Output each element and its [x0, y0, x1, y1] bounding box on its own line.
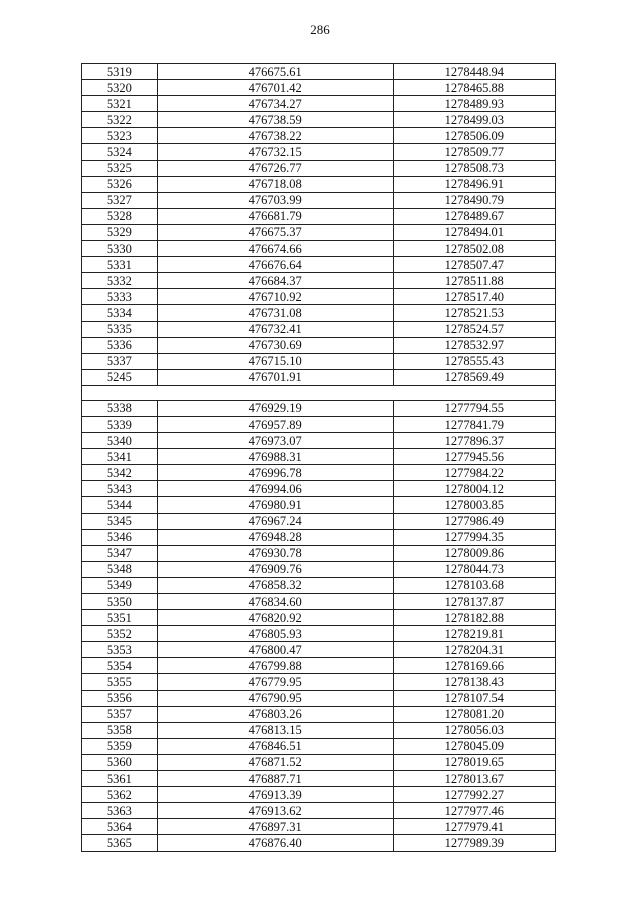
- x-coordinate-cell: 476909.76: [157, 561, 393, 577]
- coordinates-table-body: [82, 64, 556, 852]
- table-row: [82, 577, 556, 593]
- y-coordinate-cell: 1278219.81: [393, 626, 555, 642]
- x-coordinate-cell: 476675.37: [157, 224, 393, 240]
- x-coordinate-cell: 476803.26: [157, 706, 393, 722]
- y-coordinate-cell: 1277979.41: [393, 819, 555, 835]
- y-coordinate-cell: 1278502.08: [393, 241, 555, 257]
- y-coordinate-cell: 1277989.39: [393, 835, 555, 851]
- y-coordinate-cell: 1278003.85: [393, 497, 555, 513]
- x-coordinate-cell: 476858.32: [157, 577, 393, 593]
- point-number-cell: 5361: [82, 771, 158, 787]
- table-row: [82, 416, 556, 432]
- y-coordinate-cell: 1278081.20: [393, 706, 555, 722]
- point-number-cell: 5330: [82, 241, 158, 257]
- table-row: [82, 545, 556, 561]
- table-row: [82, 529, 556, 545]
- table-row: [82, 835, 556, 851]
- point-number-cell: 5324: [82, 144, 158, 160]
- x-coordinate-cell: 476732.41: [157, 321, 393, 337]
- point-number-cell: 5326: [82, 176, 158, 192]
- point-number-cell: 5322: [82, 112, 158, 128]
- table-row: [82, 369, 556, 385]
- table-row: [82, 722, 556, 738]
- point-number-cell: 5356: [82, 690, 158, 706]
- point-number-cell: 5344: [82, 497, 158, 513]
- point-number-cell: 5360: [82, 754, 158, 770]
- point-number-cell: 5363: [82, 803, 158, 819]
- x-coordinate-cell: 476913.62: [157, 803, 393, 819]
- y-coordinate-cell: 1278137.87: [393, 594, 555, 610]
- table-row: [82, 192, 556, 208]
- table-row: [82, 706, 556, 722]
- y-coordinate-cell: 1277945.56: [393, 449, 555, 465]
- table-row: [82, 819, 556, 835]
- x-coordinate-cell: 476732.15: [157, 144, 393, 160]
- point-number-cell: 5336: [82, 337, 158, 353]
- y-coordinate-cell: 1278489.93: [393, 96, 555, 112]
- table-row: [82, 561, 556, 577]
- y-coordinate-cell: 1278448.94: [393, 64, 555, 80]
- table-row: [82, 481, 556, 497]
- table-row: [82, 674, 556, 690]
- table-row: [82, 771, 556, 787]
- y-coordinate-cell: 1278555.43: [393, 353, 555, 369]
- table-row: [82, 160, 556, 176]
- table-row: [82, 144, 556, 160]
- y-coordinate-cell: 1278056.03: [393, 722, 555, 738]
- table-row: [82, 594, 556, 610]
- x-coordinate-cell: 476710.92: [157, 289, 393, 305]
- x-coordinate-cell: 476726.77: [157, 160, 393, 176]
- y-coordinate-cell: 1278532.97: [393, 337, 555, 353]
- x-coordinate-cell: 476738.22: [157, 128, 393, 144]
- table-row: [82, 353, 556, 369]
- table-row: [82, 241, 556, 257]
- x-coordinate-cell: 476813.15: [157, 722, 393, 738]
- point-number-cell: 5328: [82, 208, 158, 224]
- y-coordinate-cell: 1278506.09: [393, 128, 555, 144]
- y-coordinate-cell: 1278524.57: [393, 321, 555, 337]
- point-number-cell: 5359: [82, 738, 158, 754]
- point-number-cell: 5342: [82, 465, 158, 481]
- block-separator-row: [82, 385, 556, 400]
- table-row: [82, 257, 556, 273]
- y-coordinate-cell: 1278507.47: [393, 257, 555, 273]
- y-coordinate-cell: 1278182.88: [393, 610, 555, 626]
- x-coordinate-cell: 476800.47: [157, 642, 393, 658]
- x-coordinate-cell: 476674.66: [157, 241, 393, 257]
- table-row: [82, 337, 556, 353]
- x-coordinate-cell: 476701.91: [157, 369, 393, 385]
- point-number-cell: 5332: [82, 273, 158, 289]
- y-coordinate-cell: 1278009.86: [393, 545, 555, 561]
- x-coordinate-cell: 476703.99: [157, 192, 393, 208]
- x-coordinate-cell: 476805.93: [157, 626, 393, 642]
- x-coordinate-cell: 476876.40: [157, 835, 393, 851]
- x-coordinate-cell: 476930.78: [157, 545, 393, 561]
- x-coordinate-cell: 476871.52: [157, 754, 393, 770]
- y-coordinate-cell: 1277992.27: [393, 787, 555, 803]
- y-coordinate-cell: 1278204.31: [393, 642, 555, 658]
- point-number-cell: 5349: [82, 577, 158, 593]
- x-coordinate-cell: 476887.71: [157, 771, 393, 787]
- x-coordinate-cell: 476834.60: [157, 594, 393, 610]
- x-coordinate-cell: 476738.59: [157, 112, 393, 128]
- y-coordinate-cell: 1278511.88: [393, 273, 555, 289]
- table-row: [82, 305, 556, 321]
- x-coordinate-cell: 476731.08: [157, 305, 393, 321]
- point-number-cell: 5327: [82, 192, 158, 208]
- point-number-cell: 5333: [82, 289, 158, 305]
- point-number-cell: 5346: [82, 529, 158, 545]
- table-row: [82, 497, 556, 513]
- y-coordinate-cell: 1278499.03: [393, 112, 555, 128]
- y-coordinate-cell: 1278489.67: [393, 208, 555, 224]
- x-coordinate-cell: 476734.27: [157, 96, 393, 112]
- table-row: [82, 321, 556, 337]
- x-coordinate-cell: 476988.31: [157, 449, 393, 465]
- point-number-cell: 5337: [82, 353, 158, 369]
- point-number-cell: 5357: [82, 706, 158, 722]
- y-coordinate-cell: 1278013.67: [393, 771, 555, 787]
- y-coordinate-cell: 1277994.35: [393, 529, 555, 545]
- table-row: [82, 433, 556, 449]
- point-number-cell: 5335: [82, 321, 158, 337]
- point-number-cell: 5325: [82, 160, 158, 176]
- point-number-cell: 5358: [82, 722, 158, 738]
- y-coordinate-cell: 1277977.46: [393, 803, 555, 819]
- y-coordinate-cell: 1277984.22: [393, 465, 555, 481]
- y-coordinate-cell: 1278465.88: [393, 80, 555, 96]
- x-coordinate-cell: 476913.39: [157, 787, 393, 803]
- y-coordinate-cell: 1278103.68: [393, 577, 555, 593]
- point-number-cell: 5339: [82, 416, 158, 432]
- x-coordinate-cell: 476730.69: [157, 337, 393, 353]
- x-coordinate-cell: 476820.92: [157, 610, 393, 626]
- table-row: [82, 80, 556, 96]
- table-row: [82, 803, 556, 819]
- point-number-cell: 5347: [82, 545, 158, 561]
- x-coordinate-cell: 476701.42: [157, 80, 393, 96]
- x-coordinate-cell: 476980.91: [157, 497, 393, 513]
- y-coordinate-cell: 1278107.54: [393, 690, 555, 706]
- point-number-cell: 5343: [82, 481, 158, 497]
- table-row: [82, 400, 556, 416]
- point-number-cell: 5331: [82, 257, 158, 273]
- table-row: [82, 738, 556, 754]
- x-coordinate-cell: 476715.10: [157, 353, 393, 369]
- page-number: 286: [310, 22, 330, 37]
- x-coordinate-cell: 476973.07: [157, 433, 393, 449]
- point-number-cell: 5354: [82, 658, 158, 674]
- point-number-cell: 5365: [82, 835, 158, 851]
- table-row: [82, 658, 556, 674]
- x-coordinate-cell: 476675.61: [157, 64, 393, 80]
- point-number-cell: 5321: [82, 96, 158, 112]
- y-coordinate-cell: 1278517.40: [393, 289, 555, 305]
- table-row: [82, 610, 556, 626]
- x-coordinate-cell: 476929.19: [157, 400, 393, 416]
- table-row: [82, 690, 556, 706]
- table-row: [82, 208, 556, 224]
- block-separator-cell: [82, 385, 556, 400]
- point-number-cell: 5350: [82, 594, 158, 610]
- y-coordinate-cell: 1278521.53: [393, 305, 555, 321]
- table-row: [82, 64, 556, 80]
- point-number-cell: 5340: [82, 433, 158, 449]
- point-number-cell: 5341: [82, 449, 158, 465]
- x-coordinate-cell: 476846.51: [157, 738, 393, 754]
- y-coordinate-cell: 1278004.12: [393, 481, 555, 497]
- point-number-cell: 5319: [82, 64, 158, 80]
- y-coordinate-cell: 1278509.77: [393, 144, 555, 160]
- point-number-cell: 5355: [82, 674, 158, 690]
- point-number-cell: 5320: [82, 80, 158, 96]
- point-number-cell: 5348: [82, 561, 158, 577]
- y-coordinate-cell: 1278138.43: [393, 674, 555, 690]
- x-coordinate-cell: 476996.78: [157, 465, 393, 481]
- table-row: [82, 176, 556, 192]
- x-coordinate-cell: 476948.28: [157, 529, 393, 545]
- x-coordinate-cell: 476994.06: [157, 481, 393, 497]
- y-coordinate-cell: 1278494.01: [393, 224, 555, 240]
- y-coordinate-cell: 1278569.49: [393, 369, 555, 385]
- point-number-cell: 5329: [82, 224, 158, 240]
- table-row: [82, 513, 556, 529]
- x-coordinate-cell: 476676.64: [157, 257, 393, 273]
- y-coordinate-cell: 1278490.79: [393, 192, 555, 208]
- table-row: [82, 289, 556, 305]
- x-coordinate-cell: 476779.95: [157, 674, 393, 690]
- y-coordinate-cell: 1277841.79: [393, 416, 555, 432]
- point-number-cell: 5352: [82, 626, 158, 642]
- point-number-cell: 5334: [82, 305, 158, 321]
- table-row: [82, 787, 556, 803]
- y-coordinate-cell: 1277794.55: [393, 400, 555, 416]
- y-coordinate-cell: 1278169.66: [393, 658, 555, 674]
- table-row: [82, 96, 556, 112]
- y-coordinate-cell: 1278045.09: [393, 738, 555, 754]
- x-coordinate-cell: 476957.89: [157, 416, 393, 432]
- point-number-cell: 5362: [82, 787, 158, 803]
- table-row: [82, 128, 556, 144]
- coordinates-table: [81, 63, 556, 852]
- table-row: [82, 465, 556, 481]
- point-number-cell: 5338: [82, 400, 158, 416]
- x-coordinate-cell: 476799.88: [157, 658, 393, 674]
- table-row: [82, 754, 556, 770]
- y-coordinate-cell: 1278496.91: [393, 176, 555, 192]
- table-row: [82, 642, 556, 658]
- x-coordinate-cell: 476718.08: [157, 176, 393, 192]
- point-number-cell: 5353: [82, 642, 158, 658]
- x-coordinate-cell: 476897.31: [157, 819, 393, 835]
- y-coordinate-cell: 1278019.65: [393, 754, 555, 770]
- point-number-cell: 5245: [82, 369, 158, 385]
- table-row: [82, 112, 556, 128]
- x-coordinate-cell: 476684.37: [157, 273, 393, 289]
- point-number-cell: 5364: [82, 819, 158, 835]
- x-coordinate-cell: 476790.95: [157, 690, 393, 706]
- table-row: [82, 273, 556, 289]
- y-coordinate-cell: 1278044.73: [393, 561, 555, 577]
- y-coordinate-cell: 1277986.49: [393, 513, 555, 529]
- point-number-cell: 5323: [82, 128, 158, 144]
- x-coordinate-cell: 476681.79: [157, 208, 393, 224]
- y-coordinate-cell: 1277896.37: [393, 433, 555, 449]
- point-number-cell: 5345: [82, 513, 158, 529]
- x-coordinate-cell: 476967.24: [157, 513, 393, 529]
- table-row: [82, 224, 556, 240]
- table-row: [82, 449, 556, 465]
- table-row: [82, 626, 556, 642]
- point-number-cell: 5351: [82, 610, 158, 626]
- y-coordinate-cell: 1278508.73: [393, 160, 555, 176]
